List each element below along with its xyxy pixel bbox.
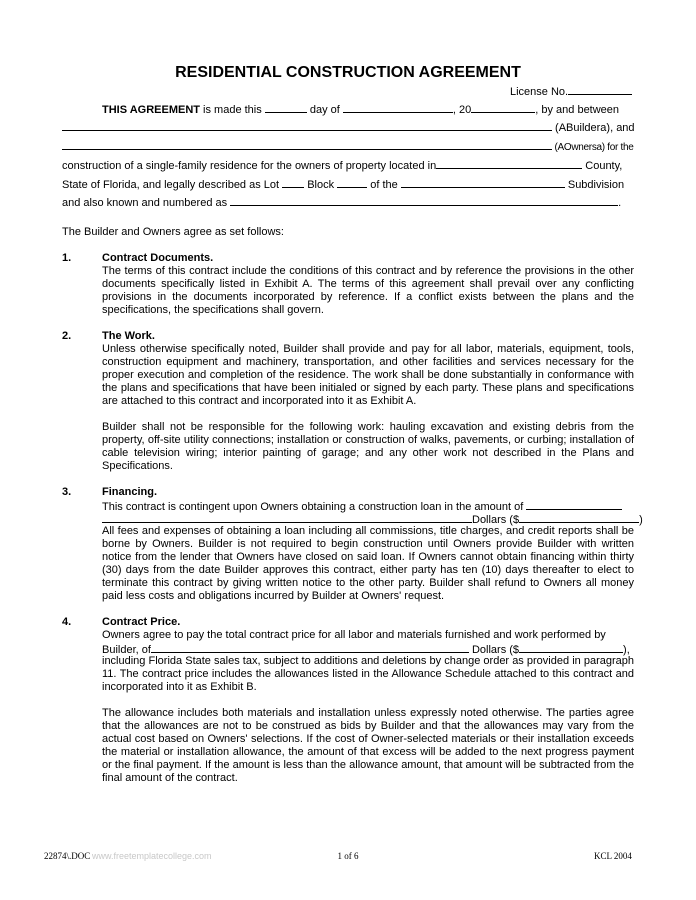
price-dollars-text: Dollars ($ bbox=[468, 644, 520, 656]
document-title: RESIDENTIAL CONSTRUCTION AGREEMENT bbox=[175, 64, 521, 81]
county-blank[interactable] bbox=[436, 158, 582, 169]
year-prefix-text: , 20 bbox=[452, 104, 472, 116]
section-2-body-2: Builder shall not be responsible for the following work: hauling excavation and existing debris from the property, off-site utility connections; installation or construction of walks, pavements, or curbing; installation of cable television wiring; interior painting of garage; and any other work not described in the Plans and Specifications. bbox=[102, 421, 634, 472]
builder-name-blank[interactable] bbox=[62, 120, 552, 131]
section-1-number: 1. bbox=[62, 252, 72, 264]
price-close-paren: ), bbox=[623, 644, 630, 656]
price-words-blank[interactable] bbox=[151, 642, 469, 653]
builder-of-text: Builder, of bbox=[102, 644, 151, 656]
address-end: . bbox=[618, 197, 622, 209]
section-2-body: Unless otherwise specifically noted, Builder shall provide and pay for all labor, materials, equipment, tools, construction equipment and machinery, transportation, and other facilities and services necessary for the proper execution and completion of the residence. The work shall be done substantially in conformance with the plans and specifications that have been initialed or signed by each party. These plans and specifications are attached to this contract and incorporated into it as Exhibit A. bbox=[102, 343, 634, 407]
loan-dollars-blank[interactable] bbox=[519, 512, 639, 523]
section-4-body-2: The allowance includes both materials and installation unless expressly noted otherwise. The parties agree that the allowances are not to be construed as bids by Builder and that the allowances may vary from the actual cost based on Owners' selections. If the cost of Owner-selected materials or their installation exceeds the material or installation allowance, the amount of that excess will be added to the next progress payment or the final payment. If the amount is less than the allowance amount, that amount will be subtracted from the final amount of the contract. bbox=[102, 707, 634, 784]
block-blank[interactable] bbox=[337, 177, 367, 188]
property-text: construction of a single-family residence for the owners of property located in bbox=[62, 160, 437, 172]
loan-amount-text: This contract is contingent upon Owners obtaining a construction loan in the amount of bbox=[102, 501, 527, 513]
agreement-line bbox=[102, 102, 619, 117]
loan-words-blank[interactable] bbox=[102, 512, 472, 523]
license-number-blank[interactable] bbox=[568, 84, 632, 95]
by-and-between-text: , by and between bbox=[535, 104, 620, 116]
section-2-heading: The Work. bbox=[102, 330, 155, 342]
license-line bbox=[510, 84, 632, 99]
builder-line bbox=[62, 120, 635, 135]
agreement-lead: THIS AGREEMENT bbox=[102, 104, 200, 116]
section-4-heading: Contract Price. bbox=[102, 616, 181, 628]
county-text: County, bbox=[582, 160, 623, 172]
footer-right-code: KCL 2004 bbox=[594, 851, 632, 861]
of-the-text: of the bbox=[367, 179, 401, 191]
day-blank[interactable] bbox=[265, 102, 307, 113]
subdivision-text: Subdivision bbox=[564, 179, 625, 191]
block-text: Block bbox=[304, 179, 338, 191]
made-this-text: is made this bbox=[200, 104, 265, 116]
address-text: and also known and numbered as bbox=[62, 197, 231, 209]
address-blank[interactable] bbox=[230, 195, 618, 206]
owners-name-blank[interactable] bbox=[62, 139, 552, 150]
section-1-heading: Contract Documents. bbox=[102, 252, 214, 264]
lot-text: State of Florida, and legally described as Lot bbox=[62, 179, 283, 191]
section-3-heading: Financing. bbox=[102, 486, 157, 498]
price-dollars-blank[interactable] bbox=[519, 642, 623, 653]
section-4-number: 4. bbox=[62, 616, 72, 628]
owners-line bbox=[62, 139, 634, 154]
footer-filename: 22874\.DOC bbox=[44, 851, 91, 861]
address-line bbox=[62, 195, 621, 210]
owners-label: (АOwnersа) for the bbox=[552, 142, 634, 153]
property-line bbox=[62, 158, 622, 173]
day-of-text: day of bbox=[306, 104, 343, 116]
section-3-number: 3. bbox=[62, 486, 72, 498]
section-3-body: All fees and expenses of obtaining a loan including all commissions, title charges, and credit reports shall be borne by Owners. Builder is not required to begin construction until Owners provide Builder with written notice from the lender that Owners have closed on said loan. If Owners cannot obtain financing within thirty (30) days from the date Builder approves this contract, either party has ten (10) days thereafter to elect to terminate this contract by giving written notice to the other party. Builder shall refund to Owners all money paid less costs and obligations incurred by Builder at Owners' request. bbox=[102, 525, 634, 602]
month-blank[interactable] bbox=[343, 102, 453, 113]
lot-blank[interactable] bbox=[282, 177, 304, 188]
year-blank[interactable] bbox=[471, 102, 535, 113]
section-4-line-1: Owners agree to pay the total contract price for all labor and materials furnished and work performed by bbox=[102, 629, 606, 641]
intro-text: The Builder and Owners agree as set follows: bbox=[62, 226, 284, 238]
legal-description-line bbox=[62, 177, 624, 192]
subdivision-blank[interactable] bbox=[401, 177, 565, 188]
section-2-number: 2. bbox=[62, 330, 72, 342]
loan-dollars-text: Dollars ($ bbox=[472, 514, 520, 526]
loan-amount-blank[interactable] bbox=[526, 499, 622, 510]
footer-watermark: www.freetemplatecollege.com bbox=[92, 851, 212, 861]
license-label: License No. bbox=[510, 86, 569, 98]
loan-close-paren: ) bbox=[639, 514, 643, 526]
section-4-body: including Florida State sales tax, subject to additions and deletions by change order as provided in paragraph 11. The contract price includes the allowances listed in the Allowance Schedule attached to this contract and incorporated into it as Exhibit B. bbox=[102, 655, 634, 693]
builder-label: (АBuilderа), and bbox=[552, 122, 635, 134]
section-1-body: The terms of this contract include the conditions of this contract and by reference the provisions in the other documents specifically listed in Exhibit A. The terms of this agreement shall prevail over any conflicting provisions in the documents incorporated by reference. If a conflict exists between the plans and the specifications, the specifications shall govern. bbox=[102, 265, 634, 316]
footer-page-number: 1 of 6 bbox=[337, 851, 359, 861]
